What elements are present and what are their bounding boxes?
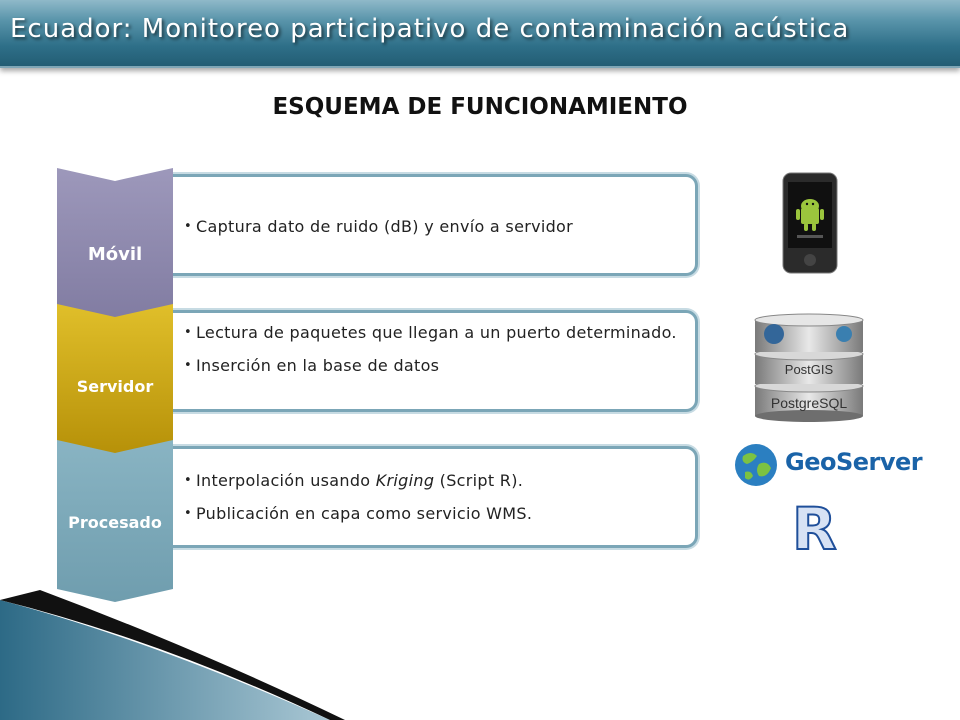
step-item: • Interpolación usando Kriging (Script R). xyxy=(184,469,695,492)
step-box-movil xyxy=(168,174,698,276)
database-icon xyxy=(752,312,866,424)
globe-icon xyxy=(733,442,779,488)
chevron-label-movil: Móvil xyxy=(87,244,143,265)
step-box-procesado xyxy=(168,446,698,548)
geoserver-wordmark: GeoServer xyxy=(785,448,923,476)
geoserver-logo xyxy=(733,440,923,490)
step-item: • Lectura de paquetes que llegan a un puerto determinado. xyxy=(184,321,695,344)
decorative-swoosh xyxy=(0,580,960,720)
postgis-label: PostGIS xyxy=(784,362,834,377)
postgresql-label: PostgreSQL xyxy=(770,395,848,411)
step-box-servidor xyxy=(168,310,698,412)
slide-title: Ecuador: Monitoreo participativo de contaminación acústica xyxy=(10,14,850,44)
step-item: • Inserción en la base de datos xyxy=(184,354,695,377)
title-bar xyxy=(0,0,960,68)
section-heading: ESQUEMA DE FUNCIONAMIENTO xyxy=(272,94,688,120)
step-item: • Publicación en capa como servicio WMS. xyxy=(184,502,695,525)
r-logo-icon: R xyxy=(792,495,837,563)
step-item: • Captura dato de ruido (dB) y envío a servidor xyxy=(184,215,695,238)
android-phone-icon xyxy=(782,172,838,274)
chevron-label-servidor: Servidor xyxy=(76,377,154,396)
chevron-label-procesado: Procesado xyxy=(68,513,162,532)
